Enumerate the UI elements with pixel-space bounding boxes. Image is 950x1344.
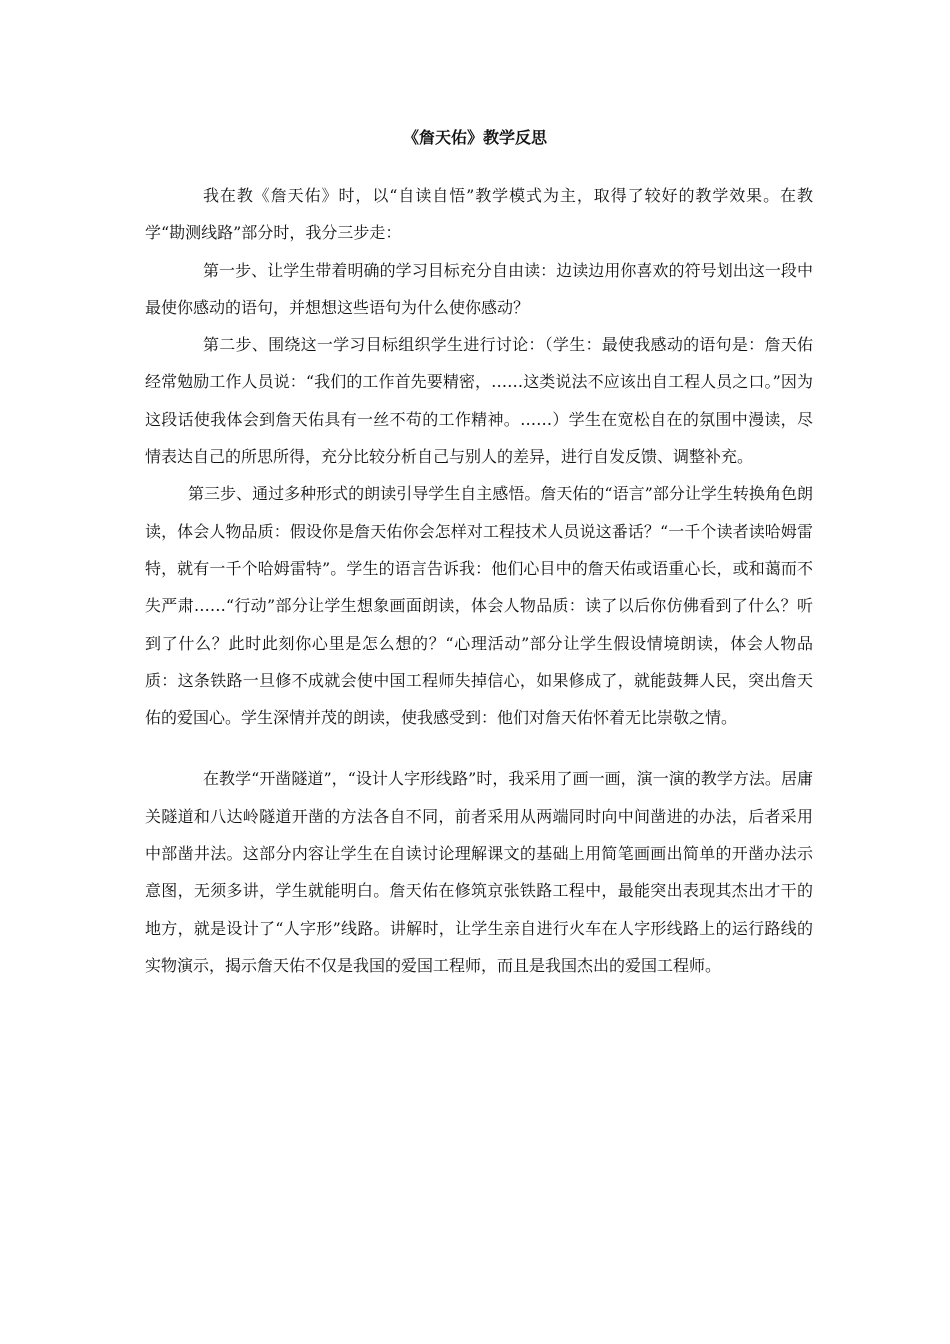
paragraph-step-one: 第一步、让学生带着明确的学习目标充分自由读：边读边用你喜欢的符号划出这一段中最使你感动的语句，并想想这些语句为什么使你感动？ [145,260,813,317]
paragraph-intro: 我在教《詹天佑》时，以“自读自悟”教学模式为主，取得了较好的教学效果。在教学“勘测线路”部分时，我分三步走： [145,186,813,243]
document-title: 《詹天佑》教学反思 [402,128,547,147]
paragraph-step-two: 第二步、围绕这一学习目标组织学生进行讨论：（学生：最使我感动的语句是：詹天佑经常勉励工作人员说：“我们的工作首先要精密，……这类说法不应该出自工程人员之口。”因为这段话使我体会到詹天佑具有一丝不苟的工作精神。……）学生在宽松自在的氛围中漫读，尽情表达自己的所思所得，充分比较分析自己与别人的差异，进行自发反馈、调整补充。 [145,335,813,467]
paragraph-step-three: 第三步、通过多种形式的朗读引导学生自主感悟。詹天佑的“语言”部分让学生转换角色朗读，体会人物品质：假设你是詹天佑你会怎样对工程技术人员说这番话？“一千个读者读哈姆雷特，就有一千个哈姆雷特”。学生的语言告诉我：他们心目中的詹天佑或语重心长，或和蔼而不失严肃……“行动”部分让学生想象画面朗读，体会人物品质：读了以后你仿佛看到了什么？听到了什么？此时此刻你心里是怎么想的？“心理活动”部分让学生假设情境朗读，体会人物品质：这条铁路一旦修不成就会使中国工程师失掉信心，如果修成了，就能鼓舞人民，突出詹天佑的爱国心。学生深情并茂的朗读，使我感受到：他们对詹天佑怀着无比崇敬之情。 [145,484,813,728]
paragraph-tunnel-teaching: 在教学“开凿隧道”，“设计人字形线路”时，我采用了画一画，演一演的教学方法。居庸关隧道和八达岭隧道开凿的方法各自不同，前者采用从两端同时向中间凿进的办法，后者采用中部凿井法。这部分内容让学生在自读讨论理解课文的基础上用简笔画画出简单的开凿办法示意图，无须多讲，学生就能明白。詹天佑在修筑京张铁路工程中，最能突出表现其杰出才干的地方，就是设计了“人字形”线路。讲解时，让学生亲自进行火车在人字形线路上的运行路线的实物演示，揭示詹天佑不仅是我国的爱国工程师，而且是我国杰出的爱国工程师。 [145,769,813,975]
document-body [145,177,813,984]
